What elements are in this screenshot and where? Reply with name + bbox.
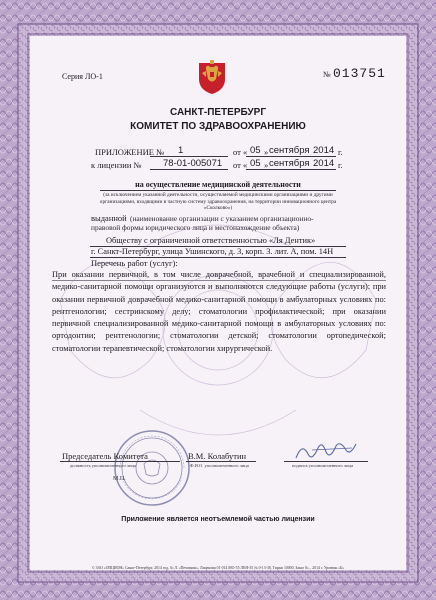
license-date-line <box>246 169 336 170</box>
organization-name: Обществу с ограниченной ответственностью «Ля Дентик» <box>106 236 316 245</box>
license-year: 2014 <box>313 158 335 169</box>
appendix-date-line <box>246 156 336 157</box>
title-committee: КОМИТЕТ ПО ЗДРАВООХРАНЕНИЮ <box>130 121 306 132</box>
works-label: Перечень работ (услуг): <box>91 258 178 268</box>
title-city: САНКТ-ПЕТЕРБУРГ <box>169 107 266 118</box>
appendix-month: сентября <box>269 145 310 156</box>
coat-of-arms-emblem <box>197 57 227 95</box>
appendix-year: 2014 <box>313 145 335 156</box>
number-sign: № <box>323 70 331 79</box>
appendix-date-prefix: от « <box>233 147 248 157</box>
activity-title: на осуществление медицинской деятельности <box>135 180 301 189</box>
license-label: к лицензии № <box>91 160 142 170</box>
appendix-note: Приложение является неотъемлемой частью лицензии <box>121 516 315 523</box>
signatory-role: Председатель Комитета <box>62 451 148 461</box>
works-list-text: При оказании первичной, в том числе доврачебной, врачебной и специализированной, медико-санитарной помощи организуются и выполняются следующие работы (услуги): при оказании первичной доврачебной медико-санитарной помощи в амбулаторных условиях по: рентгенологии; сестринскому делу; стоматологии профилактической; при оказании первичной специализированной медико-санитарной помощи в амбулаторных условиях по: ортодонтии; рентгенологии; стоматологии детской; стоматологии ортопедической; стоматологии терапевтической; стоматологии хирургической. <box>52 270 386 353</box>
license-day: 05 <box>250 158 261 169</box>
issued-note-line1: (наименование организации с указанием организационно- <box>130 214 314 223</box>
series-label: Серия ЛО-1 <box>62 72 103 81</box>
appendix-number: 1 <box>178 145 184 156</box>
signatory-role-note: должность уполномоченного лица <box>70 463 136 468</box>
stamp-place-label: М.П. <box>113 476 126 482</box>
license-number-line <box>150 169 228 170</box>
appendix-number-line <box>150 156 228 157</box>
license-month: сентября <box>269 158 310 169</box>
signatory-name-note: Ф.И.О. уполномоченного лица <box>190 463 249 468</box>
printer-fine-print: © ЗАО «ОПЦИОН» Санкт-Петербург, 2014 год, № Л. «Печатник», Лицензия 01-014 МО-55 ЛЕН-35 № 0-13-38, Тираж 10000. Заказ №... 2014 г. Уровень «Б» <box>91 566 345 570</box>
signatory-name-line <box>186 461 256 462</box>
signatory-name: В.М. Колабутин <box>188 451 247 461</box>
signature-line <box>284 461 368 462</box>
document-number: 013751 <box>333 66 386 81</box>
signature-note: подпись уполномоченного лица <box>292 463 353 468</box>
organization-address: г. Санкт-Петербург, улица Ушинского, д. 3, корп. 3. лит. А, пом. 14Н <box>91 247 334 256</box>
issued-label: выданной <box>91 213 127 223</box>
appendix-day: 05 <box>250 145 261 156</box>
appendix-year-suffix: г. <box>338 147 343 157</box>
stamp-seal <box>112 428 192 508</box>
issued-note-line2: правовой формы юридического лица и местонахождение объекта) <box>91 223 300 232</box>
license-number: 78-01-005071 <box>163 158 223 169</box>
signatory-role-line <box>60 461 180 462</box>
license-date-prefix: от « <box>233 160 248 170</box>
appendix-label: ПРИЛОЖЕНИЕ № <box>95 147 165 157</box>
license-date-mid: » <box>264 160 269 170</box>
license-year-suffix: г. <box>338 160 343 170</box>
activity-title-line <box>100 190 336 191</box>
appendix-date-mid: » <box>264 147 269 157</box>
activity-note: (за исключением указанной деятельности, осуществляемой медицинскими организациями и другими организациями, входящими в частную систему здравоохранения, на территории инновационного центра «Сколково») <box>99 192 337 211</box>
